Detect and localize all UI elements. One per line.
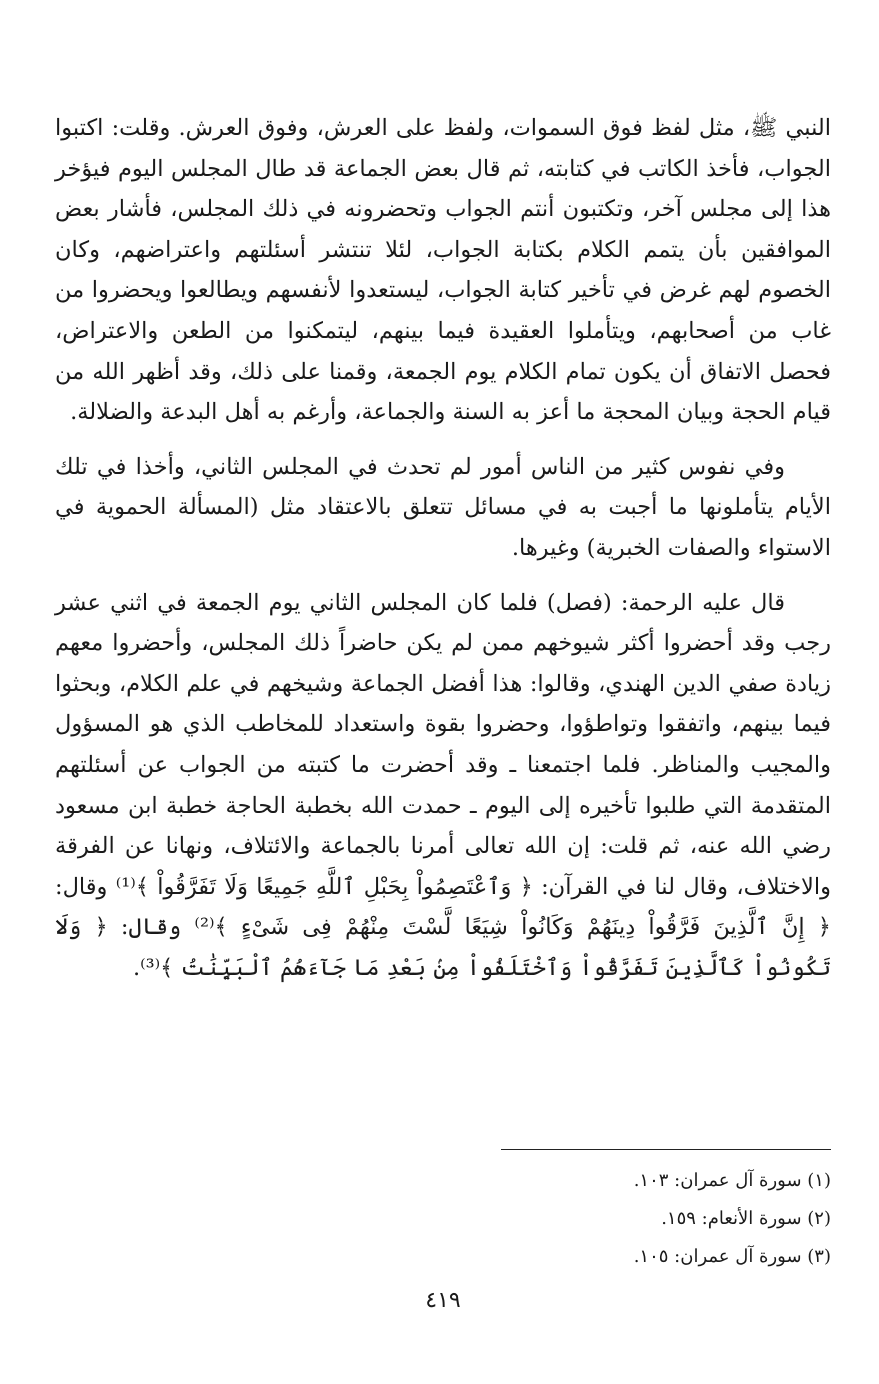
- footnote-2: (٢) سورة الأنعام: ١٥٩.: [661, 1208, 831, 1229]
- paragraph-2: وفي نفوس كثير من الناس أمور لم تحدث في المجلس الثاني، وأخذا في تلك الأيام يتأملونها ما أجبت به في مسائل تتعلق بالاعتقاد مثل (المسألة الحموية في الاستواء والصفات الخبرية) وغيرها.: [55, 453, 831, 561]
- page-number: ٤١٩: [425, 1288, 461, 1313]
- footnote-divider: [501, 1149, 831, 1150]
- footnotes-list: [55, 1162, 831, 1276]
- paragraph-1: النبي ﷺ، مثل لفظ فوق السموات، ولفظ على العرش، وفوق العرش. وقلت: اكتبوا الجواب، فأخذ الكاتب في كتابته، ثم قال بعض الجماعة قد طال المجلس اليوم فيؤخر هذا إلى مجلس آخر، وتكتبون أنتم الجواب وتحضرونه في ذلك المجلس، فأشار بعض الموافقين بأن يتمم الكلام بكتابة الجواب، لئلا تنتشر أسئلتهم واعتراضهم، وكان الخصوم لهم غرض في تأخير كتابة الجواب، ليستعدوا لأنفسهم ويطالعوا ويحضروا من غاب من أصحابهم، ويتأملوا العقيدة فيما بينهم، ليتمكنوا من الطعن والاعتراض، فحصل الاتفاق أن يكون تمام الكلام يوم الجمعة، وقمنا على ذلك، وقد أظهر الله من قيام الحجة وبيان المحجة ما أعز به السنة والجماعة، وأرغم به أهل البدعة والضلالة.: [55, 115, 831, 426]
- footnote-1: (١) سورة آل عمران: ١٠٣.: [633, 1170, 831, 1191]
- book-page: [55, 108, 831, 1384]
- footnote-3: (٣) سورة آل عمران: ١٠٥.: [633, 1246, 831, 1267]
- paragraph-3: قال عليه الرحمة: (فصل) فلما كان المجلس الثاني يوم الجمعة في اثني عشر رجب وقد أحضروا أكثر شيوخهم ممن لم يكن حاضراً ذلك المجلس، وأحضروا معهم زيادة صفي الدين الهندي، وقالوا: هذا أفضل الجماعة وشيخهم في علم الكلام، وبحثوا فيما بينهم، واتفقوا وتواطؤوا، وحضروا بقوة واستعداد للمخاطب الذي هو المسؤول والمجيب والمناظر. فلما اجتمعنا ـ وقد أحضرت ما كتبته من الجواب عن أسئلتهم المتقدمة التي طلبوا تأخيره إلى اليوم ـ حمدت الله بخطبة الحاجة خطبة ابن مسعود رضي الله عنه، ثم قلت: إن الله تعالى أمرنا بالجماعة والائتلاف، ونهانا عن الفرقة والاختلاف، وقال لنا في القرآن: ﴿ وَٱعْتَصِمُواْ بِحَبْلِ ٱللَّهِ جَمِيعًا وَلَا تَفَرَّقُواْ ﴾⁽¹⁾ وقال: ﴿ إِنَّ ٱلَّذِينَ فَرَّقُواْ دِينَهُمْ وَكَانُواْ شِيَعًا لَّسْتَ مِنْهُمْ فِى شَىْءٍ ﴾⁽²⁾ وقال: ﴿ وَلَا تَكُونُواْ كَٱلَّذِينَ تَفَرَّقُواْ وَٱخْتَلَفُواْ مِنۢ بَعْدِ مَا جَآءَهُمُ ٱلْبَيِّنَٰتُ ﴾⁽³⁾.: [55, 589, 831, 981]
